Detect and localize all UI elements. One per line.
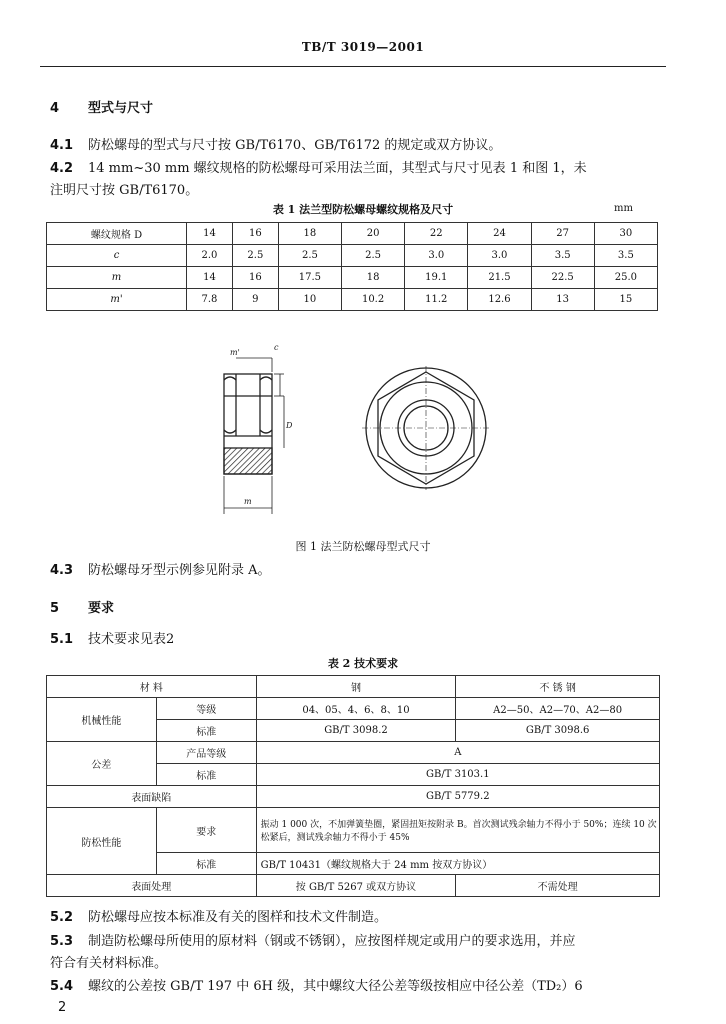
para-number: 5.3 (50, 934, 74, 949)
section-5-heading (50, 597, 114, 616)
section-number: 5 (50, 601, 60, 616)
page-header: TB/T 3019—2001 (301, 40, 425, 54)
table-cell: 20 (342, 223, 405, 245)
header-material: 材 料 (47, 676, 257, 698)
table2 (46, 675, 660, 897)
table-row (47, 289, 658, 311)
para-number: 4.2 (50, 161, 74, 176)
table-cell: 12.6 (468, 289, 531, 311)
table-cell: 19.1 (405, 267, 468, 289)
para-4-2-cont: 注明尺寸按 GB/T6170。 (50, 183, 199, 198)
table-cell: 22 (405, 223, 468, 245)
row-label: m' (47, 289, 187, 311)
table-cell: 2.0 (187, 245, 233, 267)
table-row (47, 808, 660, 853)
table2-caption: 表 2 技术要求 (327, 657, 399, 670)
section-4-heading (50, 97, 153, 116)
tol-label: 公差 (47, 742, 157, 786)
para-text: 防松螺母应按本标准及有关的图样和技术文件制造。 (88, 910, 388, 925)
para-4-1 (50, 134, 501, 153)
para-text: 技术要求见表2 (88, 632, 175, 647)
table-cell: 不需处理 (456, 875, 660, 897)
table-cell: 30 (594, 223, 657, 245)
para-5-4 (50, 975, 583, 994)
dim-m-prime: m' (230, 348, 240, 357)
table-cell: 11.2 (405, 289, 468, 311)
surface-defect-label: 表面缺陷 (47, 786, 257, 808)
table1-caption: 表 1 法兰型防松螺母螺纹规格及尺寸 (272, 203, 454, 216)
row-label: c (47, 245, 187, 267)
table-row (47, 742, 660, 764)
table-cell: 按 GB/T 5267 或双方协议 (256, 875, 456, 897)
table-cell: 14 (187, 267, 233, 289)
para-text: 螺纹的公差按 GB/T 197 中 6H 级，其中螺纹大径公差等级按相应中径公差（TD₂）6 (88, 979, 583, 994)
row-label: m (47, 267, 187, 289)
table-row (47, 698, 660, 720)
table-cell: 24 (468, 223, 531, 245)
para-4-3 (50, 559, 271, 578)
row-label: 螺纹规格 D (47, 223, 187, 245)
table-cell: 27 (531, 223, 594, 245)
table-cell: 21.5 (468, 267, 531, 289)
table-row (47, 786, 660, 808)
table-cell: 14 (187, 223, 233, 245)
para-number: 5.1 (50, 632, 74, 647)
table-cell: 3.0 (468, 245, 531, 267)
std-label: 标准 (156, 853, 256, 875)
nut-side-view (224, 358, 284, 514)
para-text: 防松螺母的型式与尺寸按 GB/T6170、GB/T6172 的规定或双方协议。 (88, 138, 502, 153)
section-title: 要求 (88, 601, 115, 616)
dim-D: D (286, 421, 293, 430)
table-row (47, 267, 658, 289)
std-label: 标准 (156, 764, 256, 786)
para-number: 5.2 (50, 910, 74, 925)
figure1-caption: 图 1 法兰防松螺母型式尺寸 (295, 540, 431, 553)
table-cell: 2.5 (232, 245, 278, 267)
para-number: 4.3 (50, 563, 74, 578)
table1 (46, 222, 658, 311)
table1-unit: mm (614, 203, 633, 214)
table-cell: 13 (531, 289, 594, 311)
para-text: 防松螺母牙型示例参见附录 A。 (88, 563, 271, 578)
table-cell: 16 (232, 267, 278, 289)
para-number: 4.1 (50, 138, 74, 153)
para-4-2 (50, 157, 587, 176)
table-cell: 18 (342, 267, 405, 289)
table-cell: 2.5 (278, 245, 341, 267)
header-steel: 钢 (256, 676, 456, 698)
std-label: 标准 (156, 720, 256, 742)
table-cell: A (256, 742, 659, 764)
flange-section (224, 448, 272, 474)
table-cell: 10.2 (342, 289, 405, 311)
para-5-1 (50, 628, 174, 647)
table-cell: 18 (278, 223, 341, 245)
mech-label: 机械性能 (47, 698, 157, 742)
table-cell: 10 (278, 289, 341, 311)
dim-m: m (244, 497, 252, 506)
table-cell: 25.0 (594, 267, 657, 289)
table-row (47, 245, 658, 267)
table-cell: 7.8 (187, 289, 233, 311)
table-cell: 3.5 (594, 245, 657, 267)
section-number: 4 (50, 101, 60, 116)
para-5-3 (50, 930, 576, 949)
table-cell: GB/T 10431（螺纹规格大于 24 mm 按双方协议） (256, 853, 659, 875)
section-title: 型式与尺寸 (88, 101, 154, 116)
table-cell: 16 (232, 223, 278, 245)
table-cell: 15 (594, 289, 657, 311)
para-5-3-cont: 符合有关材料标准。 (50, 956, 168, 971)
table-cell: 2.5 (342, 245, 405, 267)
table-cell: 22.5 (531, 267, 594, 289)
table-cell: GB/T 3098.6 (456, 720, 660, 742)
para-number: 5.4 (50, 979, 74, 994)
nut-front-view (362, 366, 490, 490)
table-cell: GB/T 5779.2 (256, 786, 659, 808)
header-stainless: 不 锈 钢 (456, 676, 660, 698)
figure1-drawing (190, 336, 530, 526)
table-row (47, 875, 660, 897)
para-text: 14 mm~30 mm 螺纹规格的防松螺母可采用法兰面，其型式与尺寸见表 1 和图 1，未 (88, 161, 587, 176)
table-cell: 04、05、4、6、8、10 (256, 698, 456, 720)
finish-label: 表面处理 (47, 875, 257, 897)
table-cell: GB/T 3098.2 (256, 720, 456, 742)
header-rule (40, 66, 666, 67)
dim-c: c (274, 343, 279, 352)
table-row (47, 676, 660, 698)
table-cell: A2—50、A2—70、A2—80 (456, 698, 660, 720)
grade-label: 等级 (156, 698, 256, 720)
page-number: 2 (58, 1000, 67, 1015)
table-row (47, 223, 658, 245)
req-text: 振动 1 000 次，不加弹簧垫圈，紧固扭矩按附录 B。首次测试残余轴力不得小于 50%；连续 10 次松紧后，测试残余轴力不得小于 45% (256, 808, 659, 853)
grade-label: 产品等级 (156, 742, 256, 764)
table-cell: 9 (232, 289, 278, 311)
para-5-2 (50, 906, 387, 925)
table-cell: GB/T 3103.1 (256, 764, 659, 786)
table-cell: 3.5 (531, 245, 594, 267)
table-cell: 3.0 (405, 245, 468, 267)
req-label: 要求 (156, 808, 256, 853)
anti-label: 防松性能 (47, 808, 157, 875)
table-cell: 17.5 (278, 267, 341, 289)
para-text: 制造防松螺母所使用的原材料（钢或不锈钢），应按图样规定或用户的要求选用，并应 (88, 934, 576, 949)
